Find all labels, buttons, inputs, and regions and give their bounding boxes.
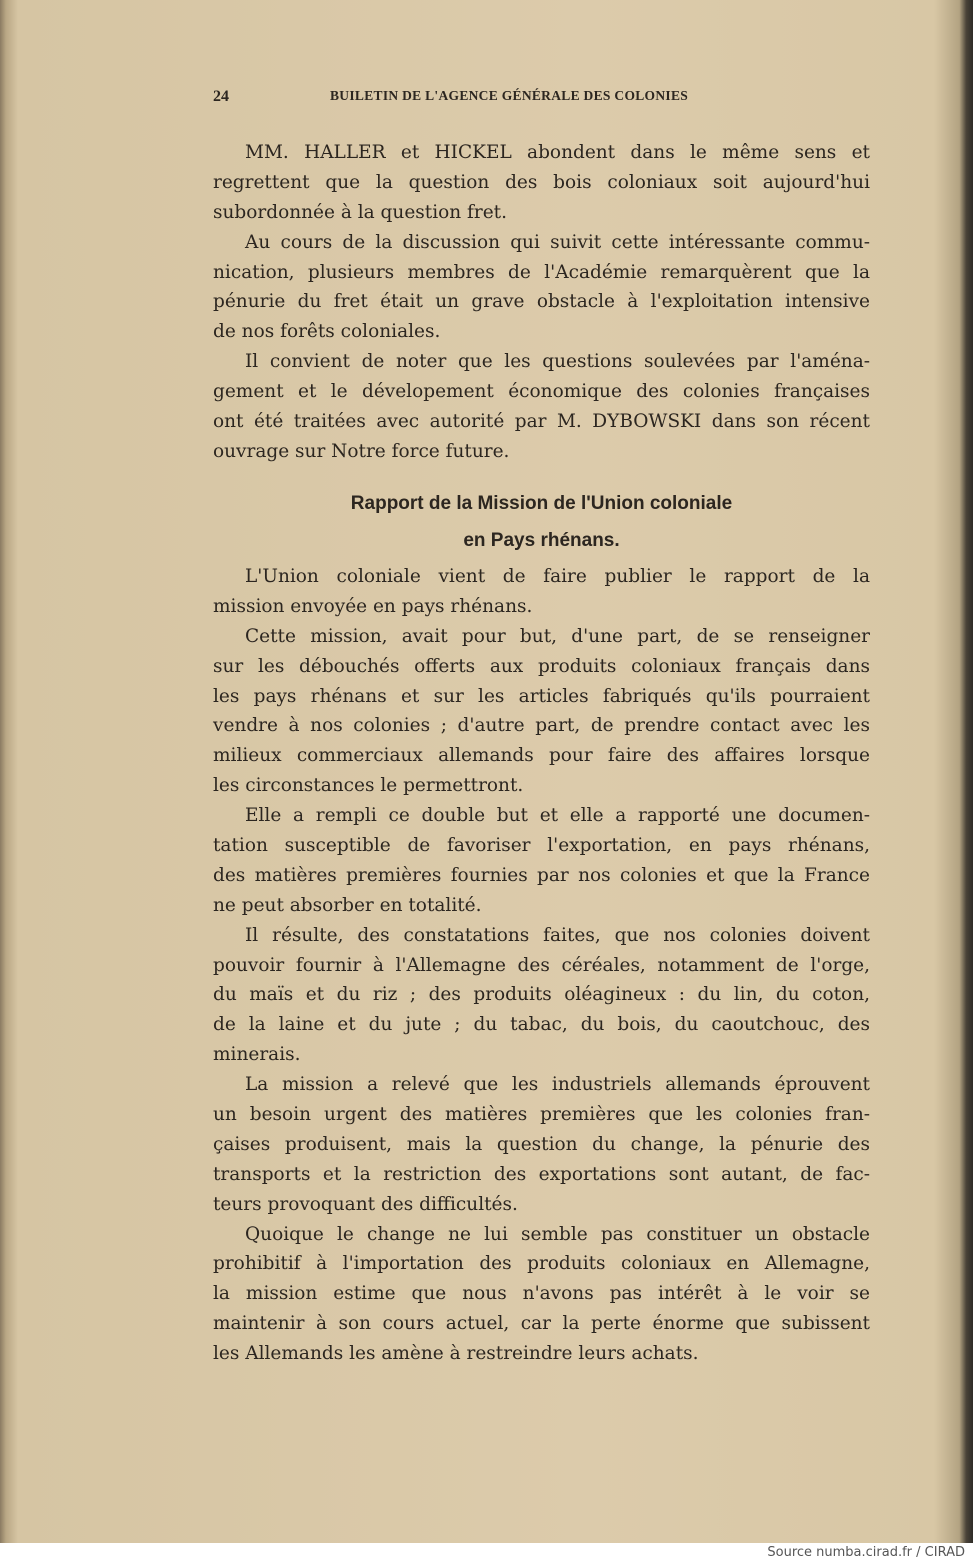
text-line: de nos forêts coloniales.: [213, 321, 441, 343]
text-line: vendre à nos colonies ; d'autre part, de prendre contact avec les: [213, 715, 870, 737]
paragraph: [213, 347, 870, 467]
text-line: Elle a rempli ce double but et elle a rapporté une documen-: [245, 805, 870, 827]
text-line: pénurie du fret était un grave obstacle à l'exploitation intensive: [213, 291, 870, 313]
paragraph: [213, 921, 870, 1070]
body-text-section-1: [213, 138, 870, 467]
text-line: ont été traitées avec autorité par M. DYBOWSKI dans son récent: [213, 411, 870, 433]
text-line: regrettent que la question des bois coloniaux soit aujourd'hui: [213, 171, 870, 193]
text-line: pouvoir fournir à l'Allemagne des céréales, notamment de l'orge,: [213, 954, 870, 976]
text-line: de la laine et du jute ; du tabac, du bois, du caoutchouc, des: [213, 1014, 870, 1036]
text-line: les Allemands les amène à restreindre leurs achats.: [213, 1343, 699, 1365]
text-line: les pays rhénans et sur les articles fabriqués qu'ils pourraient: [213, 685, 870, 707]
paragraph: [213, 1070, 870, 1219]
text-line: Au cours de la discussion qui suivit cette intéressante commu-: [245, 231, 870, 253]
text-line: milieux commerciaux allemands pour faire des affaires lorsque: [213, 745, 870, 767]
text-line: maintenir à son cours actuel, car la perte énorme que subissent: [213, 1313, 870, 1335]
text-line: ne peut absorber en totalité.: [213, 894, 482, 916]
paragraph: [213, 228, 870, 348]
text-line: du maïs et du riz ; des produits oléagineux : du lin, du coton,: [213, 984, 870, 1006]
text-line: çaises produisent, mais la question du change, la pénurie des: [213, 1133, 870, 1155]
text-line: mission envoyée en pays rhénans.: [213, 595, 533, 617]
text-line: MM. HALLER et HICKEL abondent dans le même sens et: [245, 142, 870, 163]
text-line: nication, plusieurs membres de l'Académie remarquèrent que la: [213, 261, 870, 283]
text-line: subordonnée à la question fret.: [213, 201, 507, 223]
text-line: transports et la restriction des exportations sont autant, de fac-: [213, 1163, 870, 1185]
running-title: BUILETIN DE L'AGENCE GÉNÉRALE DES COLONIES: [330, 88, 689, 103]
text-line: la mission estime que nous n'avons pas intérêt à le voir se: [213, 1283, 870, 1305]
text-line: L'Union coloniale vient de faire publier le rapport de la: [245, 566, 870, 587]
heading-line-2: en Pays rhénans.: [463, 530, 620, 551]
paragraph: [213, 138, 870, 228]
text-line: ouvrage sur Notre force future.: [213, 440, 510, 462]
text-line: Quoique le change ne lui semble pas constituer un obstacle: [245, 1223, 870, 1245]
text-line: prohibitif à l'importation des produits coloniaux en Allemagne,: [213, 1253, 870, 1275]
text-line: Il convient de noter que les questions soulevées par l'aména-: [245, 351, 870, 373]
text-line: un besoin urgent des matières premières que les colonies fran-: [213, 1104, 870, 1126]
text-line: les circonstances le permettront.: [213, 775, 524, 797]
text-line: des matières premières fournies par nos colonies et que la France: [213, 864, 870, 886]
paragraph: [213, 622, 870, 801]
source-credit: Source numba.cirad.fr / CIRAD: [767, 1545, 965, 1560]
text-line: Cette mission, avait pour but, d'une part, de se renseigner: [245, 625, 870, 647]
text-line: sur les débouchés offerts aux produits coloniaux français dans: [213, 655, 870, 677]
text-line: gement et le dévelopement économique des colonies françaises: [213, 381, 870, 403]
paragraph: [213, 1220, 870, 1369]
heading-line-1: Rapport de la Mission de l'Union coloniale: [350, 493, 733, 514]
section-heading: [213, 488, 870, 557]
text-line: La mission a relevé que les industriels allemands éprouvent: [245, 1074, 870, 1096]
page-number: 24: [213, 88, 229, 105]
text-line: minerais.: [213, 1044, 301, 1066]
text-line: tation susceptible de favoriser l'exportation, en pays rhénans,: [213, 835, 870, 857]
paragraph: [213, 801, 870, 921]
body-text-section-2: [213, 562, 870, 1369]
paragraph: [213, 562, 870, 622]
text-line: teurs provoquant des difficultés.: [213, 1193, 518, 1215]
text-line: Il résulte, des constatations faites, que nos colonies doivent: [245, 924, 870, 946]
